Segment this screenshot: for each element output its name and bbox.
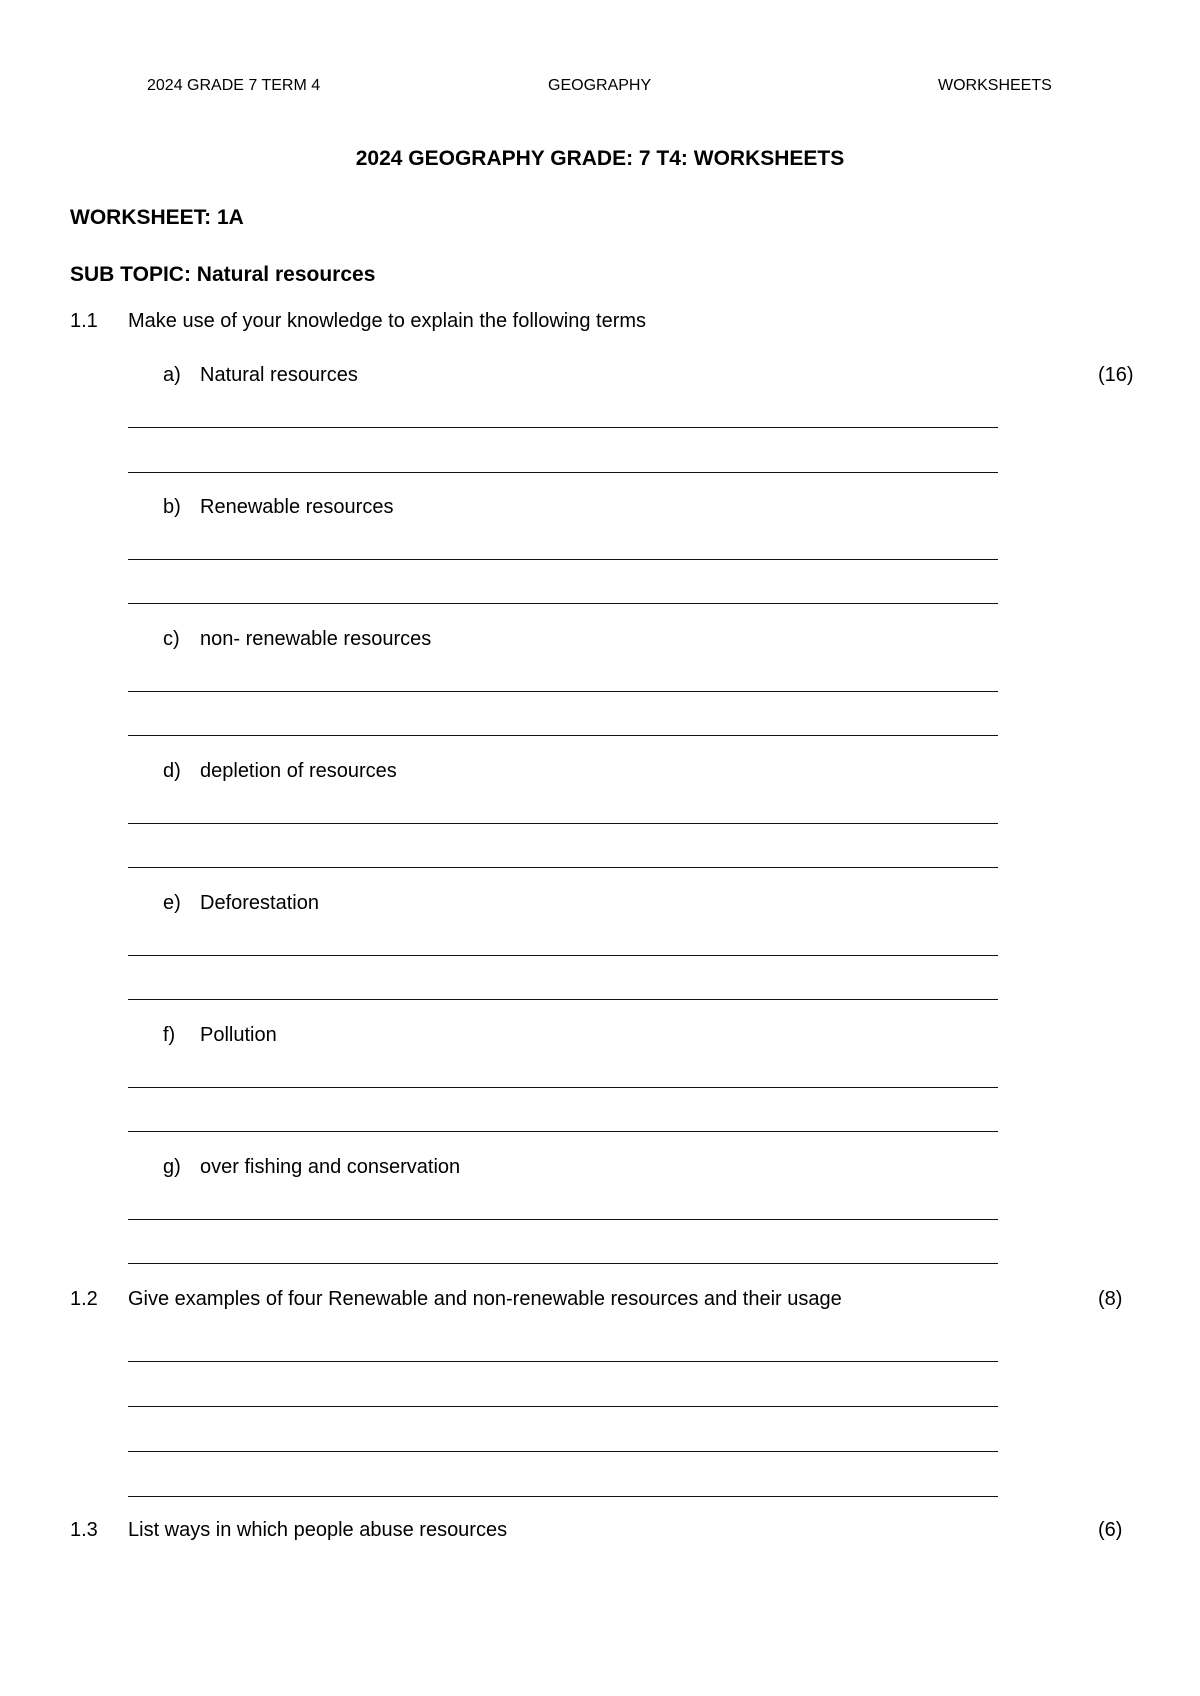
answer-line[interactable] (128, 1451, 998, 1452)
answer-line[interactable] (128, 1263, 998, 1264)
item-g-letter: g) (163, 1156, 181, 1178)
item-d-letter: d) (163, 760, 181, 782)
answer-line[interactable] (128, 691, 998, 692)
answer-line[interactable] (128, 999, 998, 1000)
answer-line[interactable] (128, 1361, 998, 1362)
answer-line[interactable] (128, 603, 998, 604)
item-g-text: over fishing and conservation (200, 1156, 461, 1178)
item-f-letter: f) (163, 1024, 176, 1046)
item-c-text: non- renewable resources (200, 628, 432, 650)
q1-2-marks: (8) (1098, 1288, 1123, 1310)
answer-line[interactable] (128, 1087, 998, 1088)
header-right: WORKSHEETS (938, 77, 1052, 94)
answer-line[interactable] (128, 955, 998, 956)
item-d-text: depletion of resources (200, 760, 397, 782)
answer-line[interactable] (128, 427, 998, 428)
answer-line[interactable] (128, 823, 998, 824)
item-c-letter: c) (163, 628, 180, 650)
answer-line[interactable] (128, 867, 998, 868)
q1-3-text: List ways in which people abuse resources (128, 1519, 508, 1541)
item-e-letter: e) (163, 892, 181, 914)
q1-2-number: 1.2 (70, 1288, 98, 1310)
header-center: GEOGRAPHY (548, 77, 652, 94)
q1-3-number: 1.3 (70, 1519, 98, 1541)
answer-line[interactable] (128, 735, 998, 736)
q1-3-marks: (6) (1098, 1519, 1123, 1541)
worksheet-label: WORKSHEET: 1A (70, 206, 244, 229)
answer-line[interactable] (128, 559, 998, 560)
answer-line[interactable] (128, 1219, 998, 1220)
item-e-text: Deforestation (200, 892, 319, 914)
header-left: 2024 GRADE 7 TERM 4 (147, 77, 321, 94)
item-b-text: Renewable resources (200, 496, 394, 518)
item-b-letter: b) (163, 496, 181, 518)
answer-line[interactable] (128, 1131, 998, 1132)
sub-topic: SUB TOPIC: Natural resources (70, 263, 376, 286)
answer-line[interactable] (128, 1496, 998, 1497)
q1-1-text: Make use of your knowledge to explain the following terms (128, 310, 647, 332)
item-a-letter: a) (163, 364, 181, 386)
page-title: 2024 GEOGRAPHY GRADE: 7 T4: WORKSHEETS (355, 147, 845, 170)
item-a-text: Natural resources (200, 364, 358, 386)
item-f-text: Pollution (200, 1024, 277, 1046)
answer-line[interactable] (128, 1406, 998, 1407)
q1-1-marks: (16) (1098, 364, 1134, 386)
q1-2-text: Give examples of four Renewable and non-renewable resources and their usage (128, 1288, 842, 1310)
answer-line[interactable] (128, 472, 998, 473)
q1-1-number: 1.1 (70, 310, 98, 332)
